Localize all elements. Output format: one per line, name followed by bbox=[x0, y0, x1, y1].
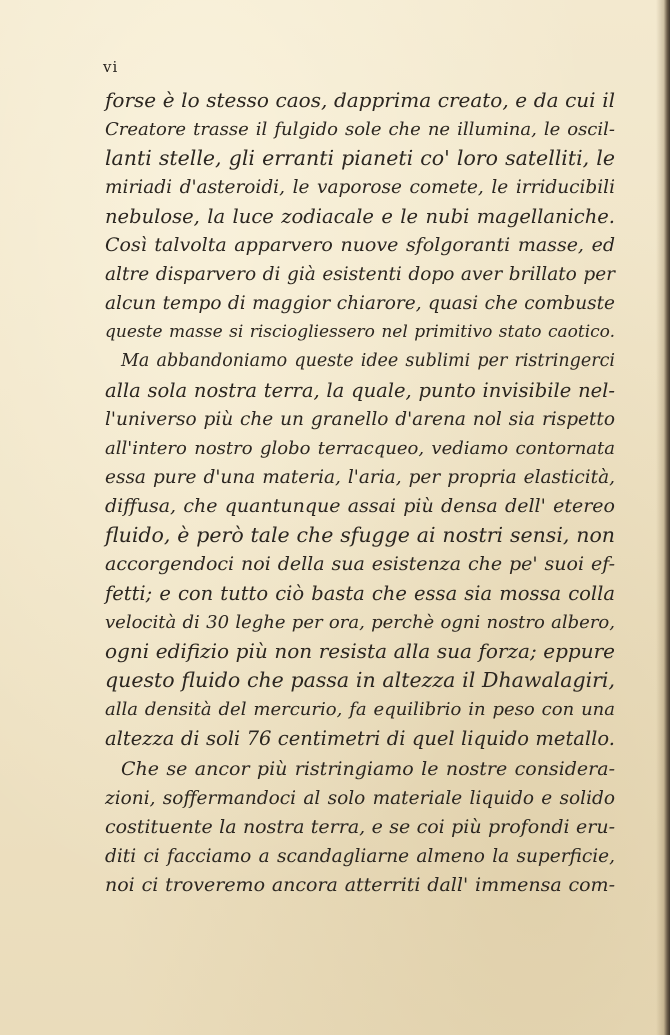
text-line: all'intero nostro globo terracqueo, vediamo contornata bbox=[105, 438, 615, 459]
text-line: Creatore trasse il fulgido sole che ne illumina, le oscil- bbox=[105, 119, 615, 140]
text-line: essa pure d'una materia, l'aria, per propria elasticità, bbox=[105, 467, 615, 488]
text-line: altezza di soli 76 centimetri di quel liquido metallo. bbox=[105, 727, 615, 750]
text-line: l'universo più che un granello d'arena nol sia rispetto bbox=[105, 409, 615, 430]
text-line: ogni edifizio più non resista alla sua forza; eppure bbox=[105, 639, 615, 663]
text-line: diti ci facciamo a scandagliarne almeno la superficie, bbox=[105, 846, 615, 867]
text-line: fetti; e con tutto ciò basta che essa sia mossa colla bbox=[105, 582, 615, 605]
paragraph-first-line: Che se ancor più ristringiamo le nostre considera- bbox=[121, 758, 615, 780]
page-edge-shadow bbox=[656, 0, 670, 1035]
page-number: vi bbox=[103, 58, 119, 76]
text-line: alla sola nostra terra, la quale, punto invisibile nel- bbox=[105, 379, 615, 402]
text-line: nebulose, la luce zodiacale e le nubi magellaniche. bbox=[105, 205, 615, 228]
text-line: miriadi d'asteroidi, le vaporose comete, le irriducibili bbox=[105, 177, 615, 198]
text-line: accorgendoci noi della sua esistenza che pe' suoi ef- bbox=[105, 553, 615, 575]
text-line: forse è lo stesso caos, dapprima creato, e da cui il bbox=[105, 88, 615, 112]
paragraph-first-line: Ma abbandoniamo queste idee sublimi per ristringerci bbox=[121, 351, 615, 371]
text-line: queste masse si risciogliessero nel primitivo stato caotico. bbox=[105, 322, 615, 342]
text-line: zioni, soffermandoci al solo materiale liquido e solido bbox=[105, 788, 615, 809]
text-line: questo fluido che passa in altezza il Dhawalagiri, bbox=[105, 668, 615, 692]
text-line: lanti stelle, gli erranti pianeti co' loro satelliti, le bbox=[105, 146, 615, 170]
text-line: velocità di 30 leghe per ora, perchè ogni nostro albero, bbox=[105, 612, 615, 633]
body-text bbox=[105, 86, 615, 900]
text-line: altre disparvero di già esistenti dopo aver brillato per bbox=[105, 264, 615, 285]
text-line: alla densità del mercurio, fa equilibrio in peso con una bbox=[105, 699, 615, 720]
text-line: costituente la nostra terra, e se coi più profondi eru- bbox=[105, 816, 615, 838]
text-line: alcun tempo di maggior chiarore, quasi che combuste bbox=[105, 293, 615, 314]
text-line: diffusa, che quantunque assai più densa dell' etereo bbox=[105, 495, 615, 517]
text-line: Così talvolta apparvero nuove sfolgoranti masse, ed bbox=[105, 234, 615, 256]
text-line: fluido, è però tale che sfugge ai nostri sensi, non bbox=[105, 523, 615, 547]
text-line: noi ci troveremo ancora atterriti dall' immensa com- bbox=[105, 874, 615, 896]
